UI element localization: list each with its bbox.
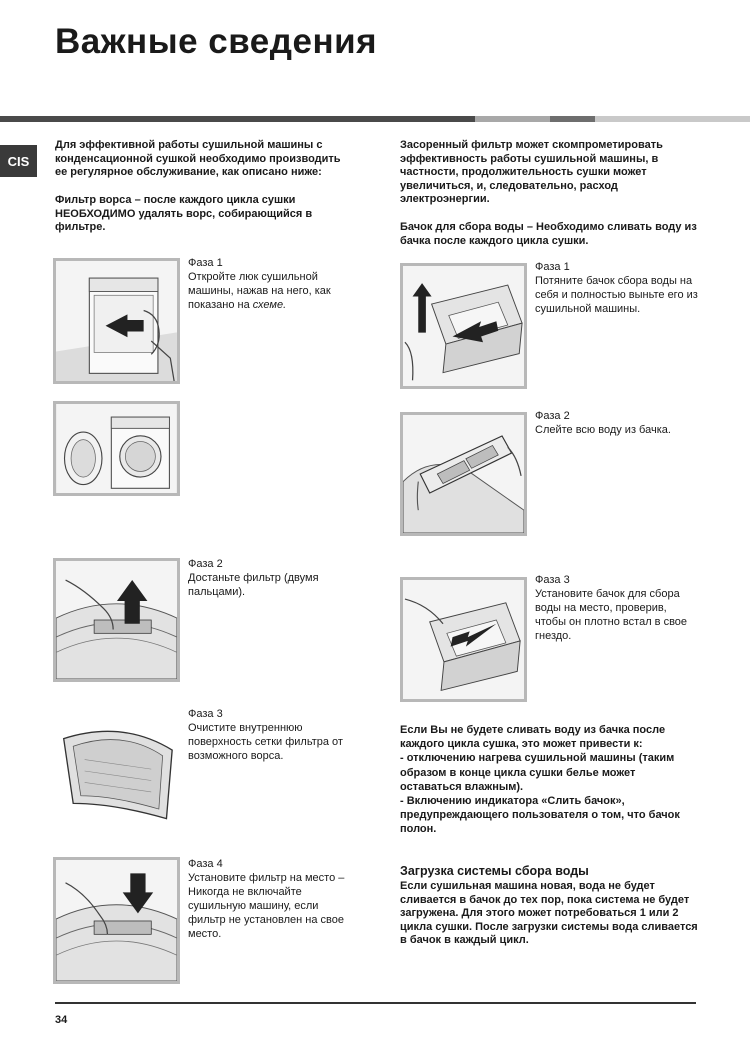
phase-label: Фаза 2 <box>535 410 570 422</box>
header-rule-segment <box>550 116 595 122</box>
phase-label: Фаза 2 <box>188 558 223 570</box>
tank-note: Бачок для сбора воды – Необходимо сливать воду из бачка после каждого цикла сушки. <box>400 221 697 247</box>
intro-paragraph: Для эффективной работы сушильной машины с конденсационной сушкой необходимо производить ее регулярное обслуживание, как описано ниже: <box>55 139 341 179</box>
phase-text: Потяните бачок сбора воды на себя и полностью выньте его из сушильной машины. <box>535 275 698 315</box>
header-rule <box>0 116 475 122</box>
page-number: 34 <box>55 1014 68 1026</box>
right-phase-3 <box>535 573 700 643</box>
phase-label: Фаза 1 <box>188 257 223 269</box>
filter-clean-illustration <box>53 709 180 833</box>
right-phase-1 <box>535 260 700 316</box>
phase-text: Достаньте фильтр (двумя пальцами). <box>188 572 319 598</box>
left-phase-3 <box>188 707 353 763</box>
section-text: Если сушильная машина новая, вода не будет сливается в бачок до тех пор, пока система не будет загружена. Для этого может потребоваться 1 или 2 цикла сушки. После загрузки системы вода сливается в бачок в каждый цикл. <box>400 880 698 947</box>
header-rule-segment <box>595 116 750 122</box>
filter-remove-illustration <box>53 558 180 682</box>
left-phase-1 <box>188 256 353 312</box>
left-phase-2 <box>188 557 353 599</box>
phase-text: Слейте всю воду из бачка. <box>535 424 671 436</box>
filter-note: Фильтр ворса – после каждого цикла сушки НЕОБХОДИМО удалять ворс, собирающийся в фильтре. <box>55 194 313 234</box>
header-rule-segment <box>475 116 550 122</box>
phase-text: Очистите внутреннюю поверхность сетки фильтра от возможного ворса. <box>188 722 343 762</box>
phase-text: Установите бачок для сбора воды на место, проверив, чтобы он плотно встал в свое гнездо. <box>535 588 688 642</box>
page-title: Важные сведения <box>55 22 378 61</box>
warning-paragraph: Если Вы не будете сливать воду из бачка после каждого цикла сушка, это может привести к: - отключению нагрева сушильной машины (таким образом в конце цикла сушки белье может оставаться влажным). - Включению индикатора «Слить бачок», предупреждающего пользователя о том, что бачок полон. <box>400 724 680 836</box>
phase-label: Фаза 4 <box>188 858 223 870</box>
phase-text: Откройте люк сушильной машины, нажав на него, как показано на схеме. <box>188 271 331 311</box>
clog-note: Засоренный фильтр может скомпрометировать эффективность работы сушильной машины, в частности, продолжительность сушки может увеличиться, и, следовательно, расход электроэнергии. <box>400 139 663 206</box>
phase-label: Фаза 3 <box>188 708 223 720</box>
tank-drain-illustration <box>400 412 527 536</box>
dryer-door-push-illustration <box>53 258 180 384</box>
left-phase-4 <box>188 857 353 941</box>
phase-text: Установите фильтр на место – Никогда не включайте сушильную машину, если фильтр не установлен на свое место. <box>188 872 345 940</box>
tank-insert-illustration <box>400 577 527 702</box>
right-phase-2 <box>535 409 700 437</box>
phase-label: Фаза 3 <box>535 574 570 586</box>
tank-pull-illustration <box>400 263 527 389</box>
language-tab: CIS <box>0 145 37 177</box>
phase-label: Фаза 1 <box>535 261 570 273</box>
footer-rule <box>55 1002 696 1004</box>
filter-insert-illustration <box>53 857 180 984</box>
section-title: Загрузка системы сбора воды <box>400 864 589 878</box>
dryer-door-open-illustration <box>53 401 180 496</box>
